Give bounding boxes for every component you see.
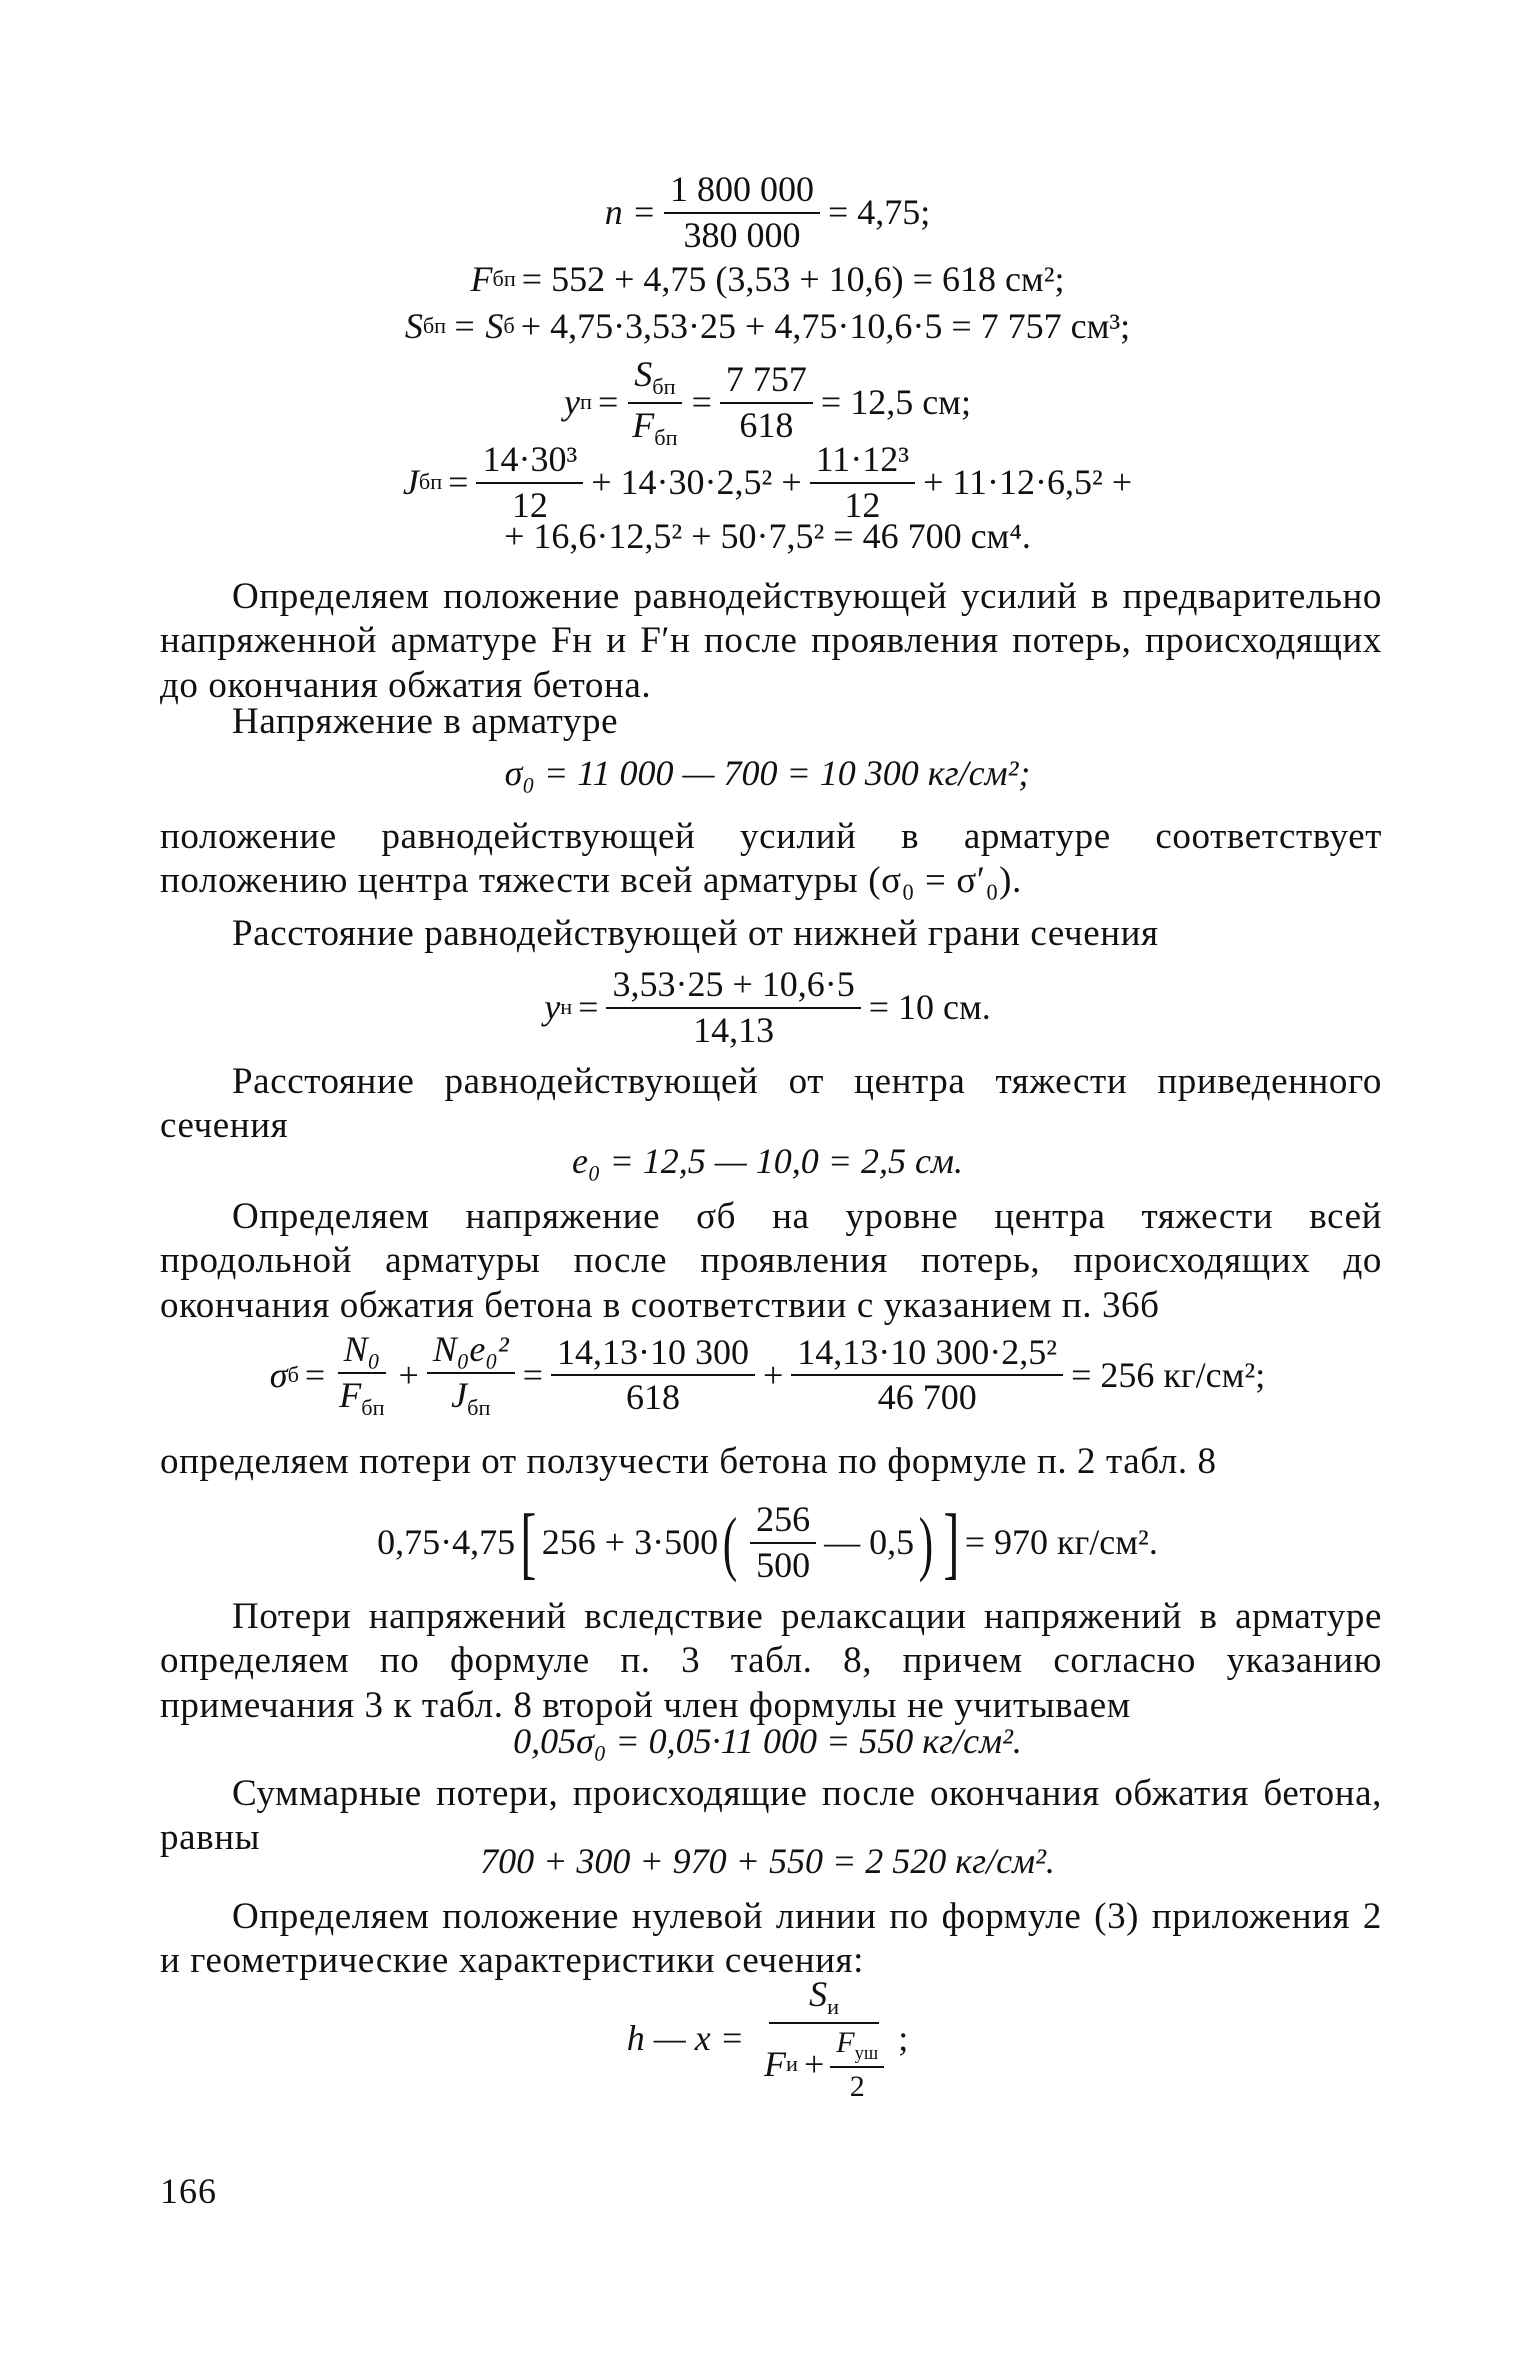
symbol-s: S: [634, 354, 653, 394]
equation-text: σ₀ = 11 000 — 700 = 10 300 кг/см²;: [504, 753, 1031, 793]
fraction: [476, 440, 583, 525]
fraction-denominator: 618: [739, 404, 794, 445]
fraction-numerator: 7 757: [720, 360, 813, 404]
equation-text: =: [448, 462, 469, 502]
fraction-numerator: N₀: [338, 1330, 387, 1374]
fraction-numerator: 3,53·25 + 10,6·5: [606, 965, 860, 1009]
symbol-f: F: [470, 259, 493, 299]
symbol-s: S: [809, 1974, 828, 2014]
symbol-subscript: бп: [654, 424, 678, 450]
symbol-sigma: σ: [269, 1354, 288, 1395]
fraction-numerator: [769, 1975, 879, 2024]
equation-jbp-continued: [0, 515, 1535, 558]
fraction-numerator: 1 800 000: [664, 170, 820, 214]
symbol-subscript: бп: [422, 313, 447, 339]
fraction: [830, 2026, 884, 2103]
symbol-subscript: п: [580, 389, 592, 415]
symbol-subscript: бп: [652, 374, 676, 400]
equation-text: = 256 кг/см²;: [1071, 1354, 1266, 1395]
equation-fbp: [0, 258, 1535, 301]
fraction-numerator: [628, 355, 681, 404]
paragraph: определяем потери от ползучести бетона по формуле п. 2 табл. 8: [160, 1441, 1217, 1482]
paragraph: Потери напряжений вследствие релаксации напряжений в арматуре определяем по формуле п. 3 табл. 8, причем согласно указанию примечания 3 к табл. 8 второй член формулы не учитываем: [160, 1596, 1382, 1726]
equation-text: = 970 кг/см².: [964, 1522, 1158, 1562]
right-parenthesis: ): [918, 1502, 934, 1583]
left-parenthesis: (: [722, 1502, 738, 1583]
paragraph: Суммарные потери, происходящие после окончания обжатия бетона, равны: [160, 1773, 1382, 1859]
paragraph: Расстояние равнодействующей от центра тяжести приведенного сечения: [160, 1061, 1382, 1147]
equation-sum: [0, 1840, 1535, 1883]
symbol-subscript: бп: [467, 1394, 491, 1420]
fraction: [606, 965, 860, 1050]
equation-text: + 11·12·6,5² +: [923, 462, 1133, 502]
fraction-denominator: 12: [844, 484, 881, 525]
paragraph: Напряжение в арматуре: [232, 701, 619, 742]
fraction-denominator: 2: [849, 2070, 865, 2104]
fraction-numerator: 11·12³: [810, 440, 915, 484]
symbol-f: F: [339, 1374, 362, 1415]
equation-text: +: [803, 2043, 825, 2084]
equation-text: = 12,5 см;: [820, 382, 971, 423]
fraction-numerator: 14·30³: [476, 440, 583, 484]
equation-text: h — x =: [626, 2018, 745, 2059]
fraction-numerator: 256: [750, 1500, 816, 1544]
paragraph: Определяем напряжение σб на уровне центра тяжести всей продольной арматуры после проявления потерь, происходящих до окончания обжатия бетона в соответствии с указанием п. 36б: [160, 1196, 1382, 1326]
symbol-subscript: бп: [418, 469, 443, 495]
equation-text: — 0,5: [824, 1522, 915, 1562]
symbol-y: y: [544, 987, 561, 1027]
symbol-subscript: б: [503, 313, 515, 339]
symbol-s: S: [404, 306, 423, 346]
fraction-denominator: [758, 2024, 890, 2103]
fraction-numerator: 14,13·10 300·2,5²: [791, 1333, 1063, 1377]
equation-text: = S: [452, 306, 504, 346]
equation-sbp: [0, 305, 1535, 348]
equation-relaxation: [0, 1720, 1535, 1763]
equation-text: + 4,75·3,53·25 + 4,75·10,6·5 = 7 757 см³;: [520, 306, 1131, 346]
fraction: [333, 1330, 390, 1420]
fraction: [758, 1975, 890, 2103]
equation-text: =: [304, 1354, 326, 1395]
fraction-numerator: N₀e₀²: [427, 1330, 515, 1374]
equation-text: 256 + 3·500: [541, 1522, 719, 1562]
fraction: [791, 1333, 1063, 1418]
equation-text: 0,75·4,75: [377, 1522, 516, 1562]
paragraph: положение равнодействующей усилий в арматуре соответствует положению центра тяжести всей арматуры (σ₀ = σ′₀).: [160, 816, 1382, 902]
fraction-denominator: 618: [625, 1377, 680, 1418]
equation-text: = 4,75;: [827, 192, 931, 232]
equation-text: =: [691, 382, 712, 423]
symbol-f: F: [632, 404, 655, 445]
equation-text: 700 + 300 + 970 + 550 = 2 520 кг/см².: [480, 1841, 1055, 1881]
equation-e0: [0, 1140, 1535, 1183]
fraction-denominator: 380 000: [683, 214, 801, 255]
symbol-f: F: [836, 2025, 855, 2059]
fraction: [551, 1333, 755, 1418]
fraction-denominator: [333, 1374, 390, 1421]
equation-text: =: [597, 382, 619, 423]
equation-text: =: [522, 1354, 543, 1395]
fraction: [750, 1500, 816, 1585]
fraction-denominator: 14,13: [693, 1009, 775, 1050]
equation-text: +: [762, 1354, 784, 1395]
symbol-f: F: [764, 2043, 787, 2084]
paragraph: Определяем положение нулевой линии по формуле (3) приложения 2 и геометрические характеристики сечения:: [160, 1896, 1382, 1982]
symbol-subscript: н: [560, 994, 573, 1020]
symbol-subscript: бп: [492, 266, 516, 292]
equation-jbp: [0, 440, 1535, 525]
symbol-subscript: бп: [361, 1394, 385, 1420]
equation-text: n =: [604, 192, 656, 232]
equation-text: + 14·30·2,5² +: [591, 462, 802, 502]
equation-creep: [0, 1500, 1535, 1585]
paragraph: Определяем положение равнодействующей усилий в предварительно напряженной арматуре Fн и F′н после проявления потерь, происходящих до окончания обжатия бетона.: [160, 576, 1382, 706]
symbol-subscript: б: [287, 1361, 299, 1387]
fraction: [664, 170, 820, 255]
fraction: [810, 440, 915, 525]
symbol-y: y: [564, 382, 581, 423]
equation-text: = 552 + 4,75 (3,53 + 10,6) = 618 см²;: [521, 259, 1065, 299]
symbol-j: J: [451, 1374, 468, 1415]
left-bracket: [: [520, 1498, 537, 1587]
symbol-subscript: и: [786, 2051, 798, 2077]
equation-yn: [0, 965, 1535, 1050]
equation-text: 0,05σ₀ = 0,05·11 000 = 550 кг/см².: [513, 1721, 1022, 1761]
equation-sigma-b: [0, 1330, 1535, 1420]
equation-neutral-axis: [0, 1975, 1535, 2103]
fraction: [427, 1330, 515, 1420]
fraction: [626, 355, 683, 450]
equation-text: e₀ = 12,5 — 10,0 = 2,5 см.: [571, 1141, 964, 1181]
equation-n: [0, 170, 1535, 255]
symbol-subscript: уш: [854, 2042, 879, 2064]
fraction: [720, 360, 813, 445]
fraction-denominator: 46 700: [877, 1377, 977, 1418]
symbol-subscript: и: [827, 1994, 840, 2020]
equation-text: ;: [898, 2018, 909, 2059]
page-number: 166: [160, 2171, 217, 2211]
equation-text: + 16,6·12,5² + 50·7,5² = 46 700 см⁴.: [504, 516, 1031, 556]
equation-text: = 10 см.: [868, 987, 991, 1027]
equation-yp: [0, 355, 1535, 450]
right-bracket: ]: [943, 1498, 960, 1587]
equation-text: +: [398, 1354, 419, 1395]
fraction-denominator: 12: [511, 484, 548, 525]
equation-text: =: [578, 987, 599, 1027]
fraction-numerator: [830, 2026, 884, 2068]
symbol-j: J: [402, 462, 419, 502]
fraction-numerator: 14,13·10 300: [551, 1333, 755, 1377]
fraction-denominator: [445, 1374, 496, 1421]
paragraph: Расстояние равнодействующей от нижней грани сечения: [232, 913, 1159, 954]
fraction-denominator: 500: [756, 1544, 811, 1585]
equation-sigma0: [0, 752, 1535, 795]
